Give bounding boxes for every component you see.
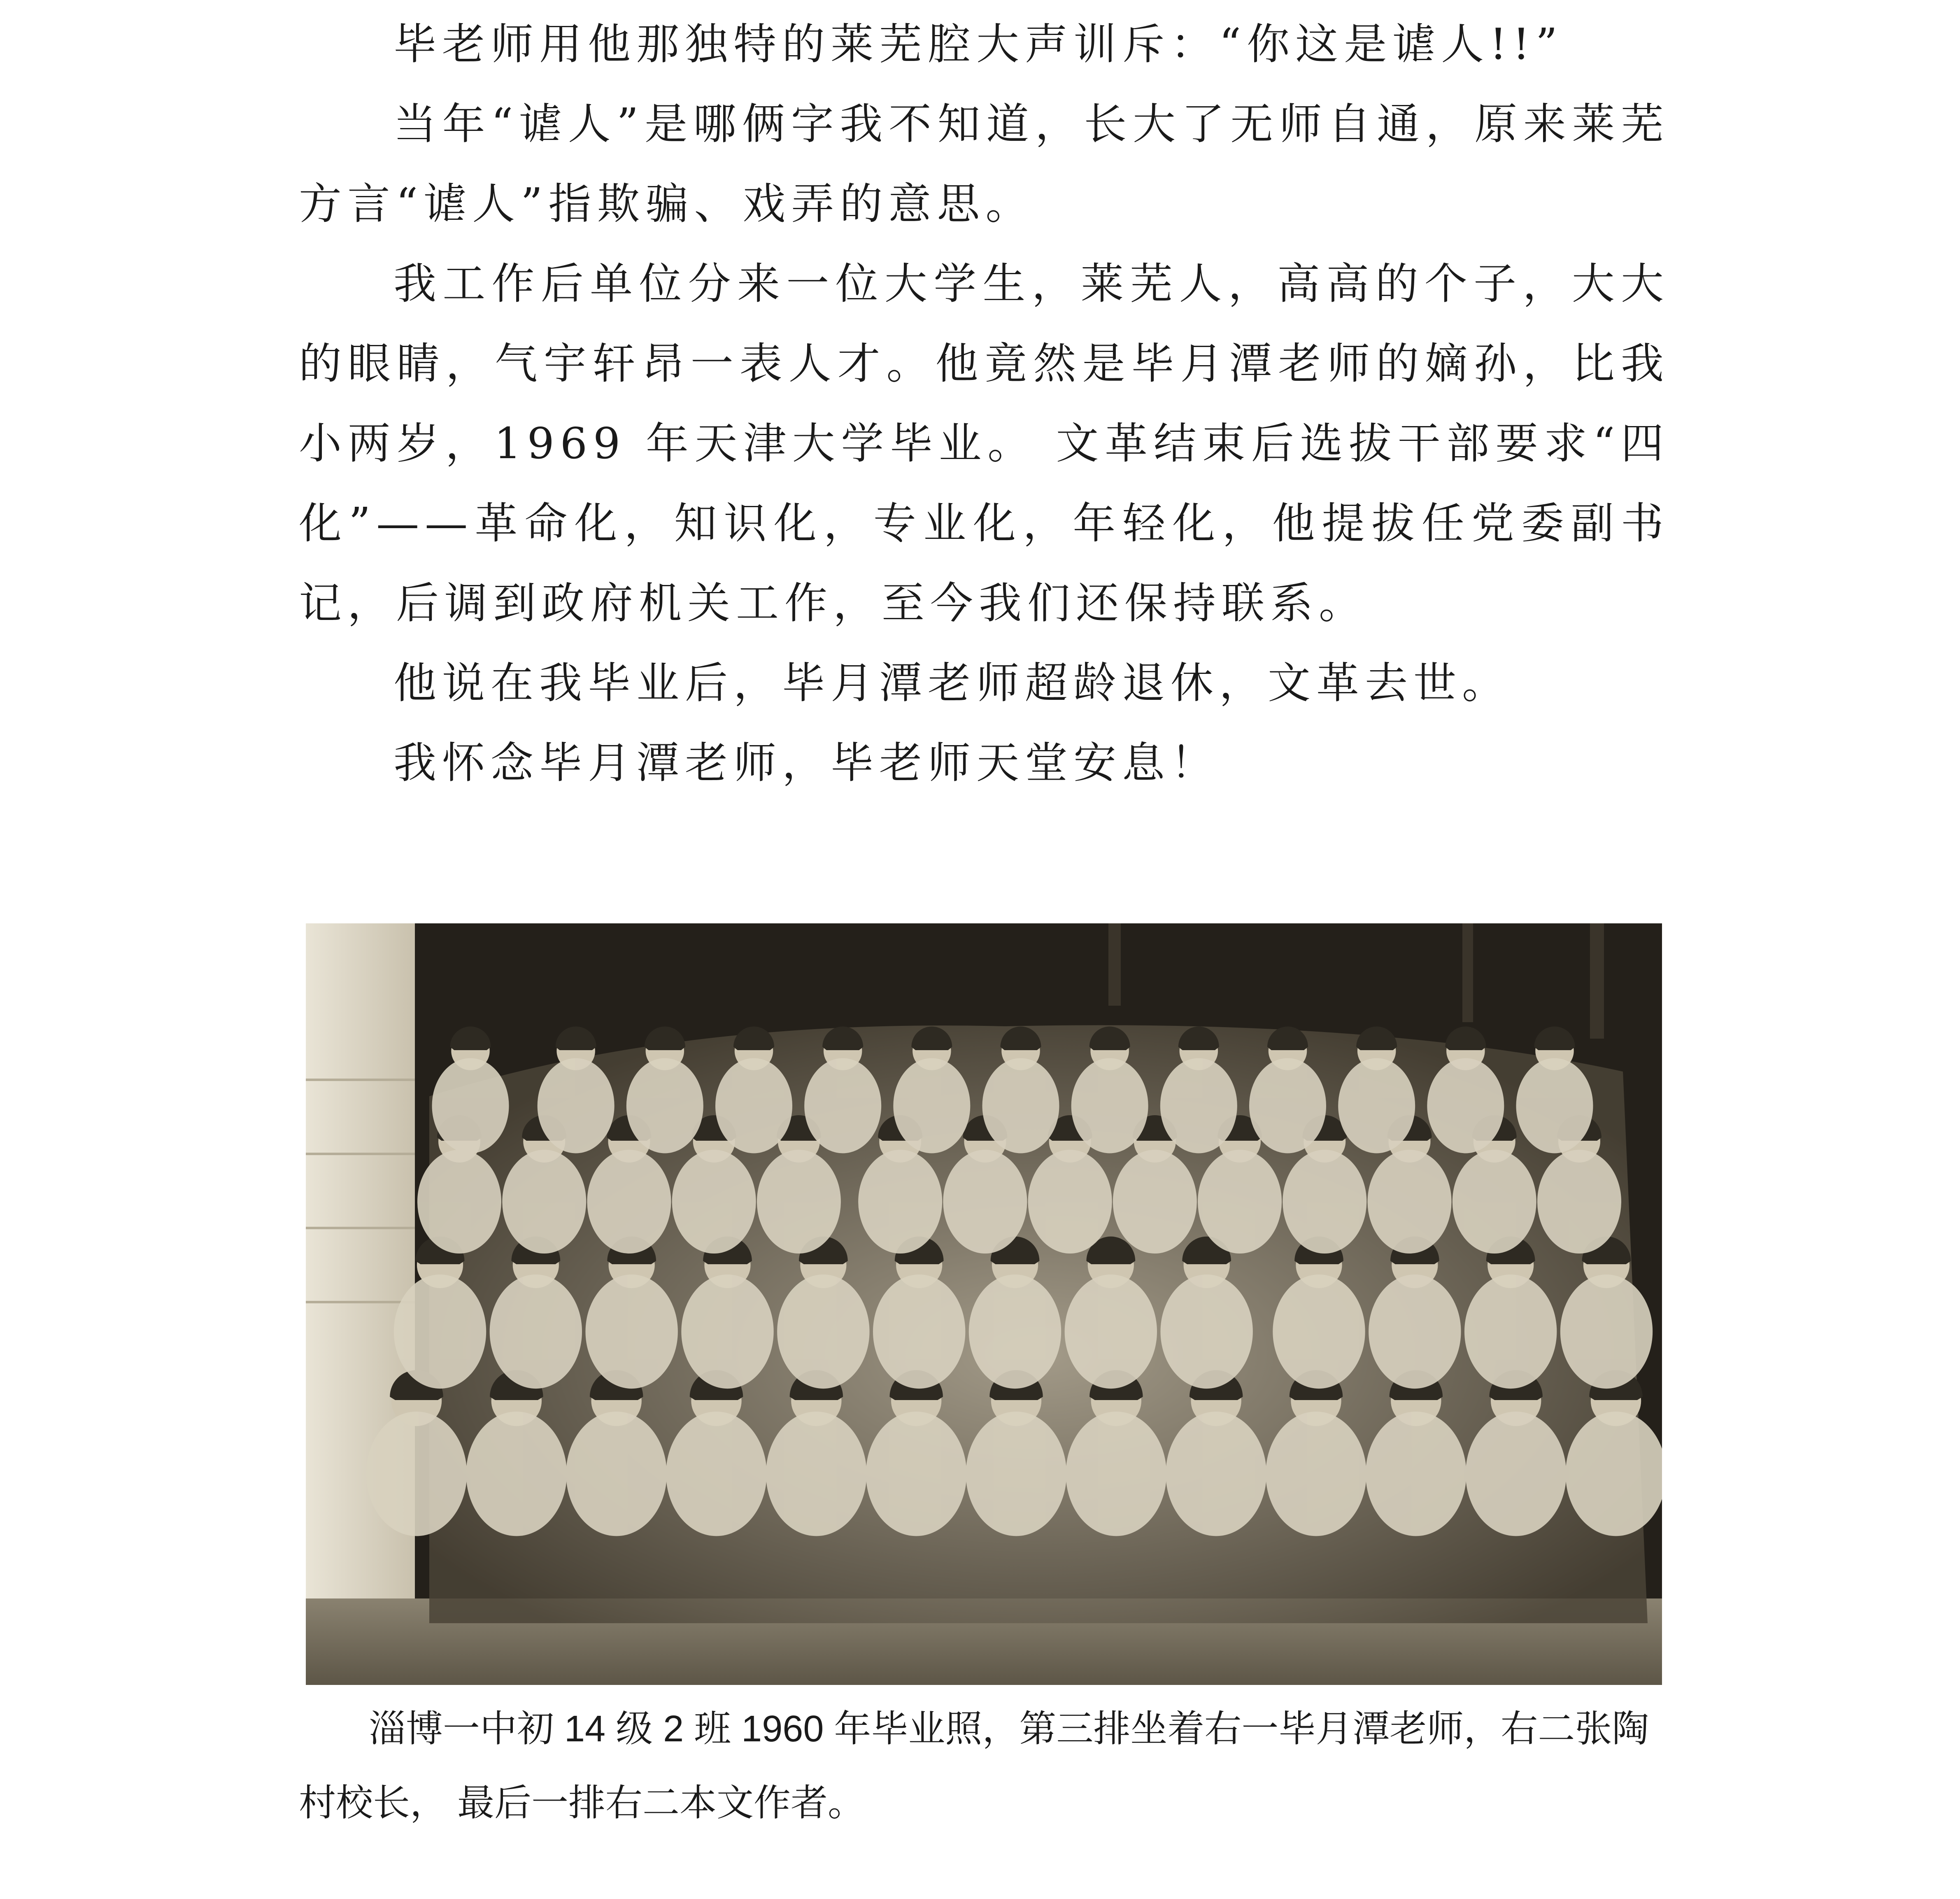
paragraph-3: 我工作后单位分来一位大学生，莱芜人，高高的个子，大大的眼睛，气宇轩昂一表人才。他竟然是毕月潭老师的嫡孙，比我小两岁，1969 年天津大学毕业。 文革结束后选拔干部要求“四化”——革命化，知识化，专业化，年轻化，他提拔任党委副书记，后调到政府机关工作，至今我们还保持联系。 xyxy=(299,259,1669,628)
paragraph-4: 他说在我毕业后，毕月潭老师超龄退休，文革去世。 xyxy=(393,658,1511,708)
class-graduation-photo xyxy=(306,923,1662,1685)
paragraph-5: 我怀念毕月潭老师，毕老师天堂安息！ xyxy=(393,738,1220,788)
paragraph-1: 毕老师用他那独特的莱芜腔大声训斥：“你这是谑人!!” xyxy=(393,19,1563,69)
paragraph-2: 当年“谑人”是哪俩字我不知道，长大了无师自通，原来莱芜方言“谑人”指欺骗、戏弄的意思。 xyxy=(299,99,1669,229)
photo-caption: 淄博一中初 14 级 2 班 1960 年毕业照，第三排坐着右一毕月潭老师，右二张陶村校长， 最后一排右二本文作者。 xyxy=(299,1708,1649,1824)
